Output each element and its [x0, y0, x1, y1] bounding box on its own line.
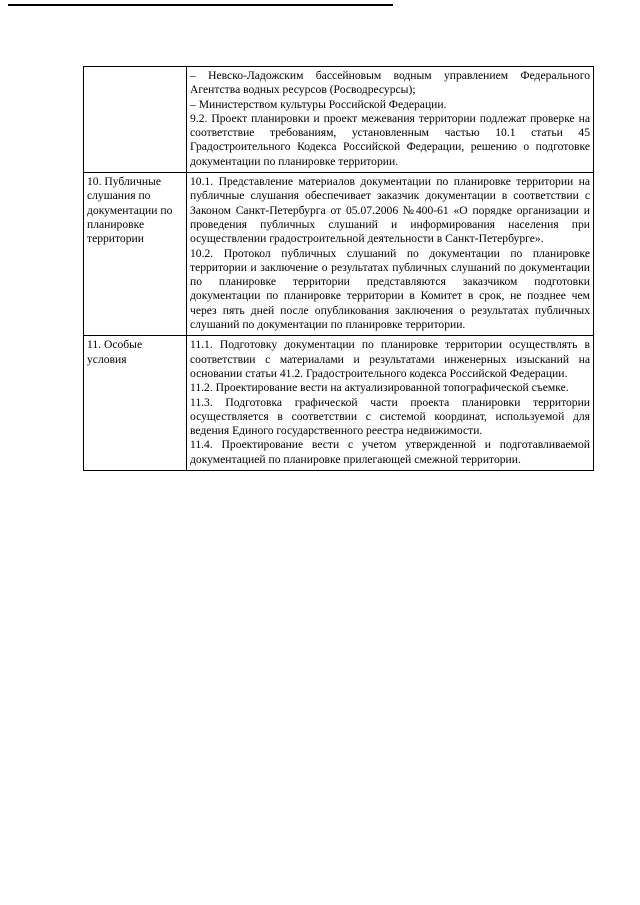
row-label: 10. Публичные слушания по документации по планировке территории: [84, 173, 187, 336]
paragraph: 11.3. Подготовка графической части проекта планировки территории осуществляется в соответствии с системой координат, используемой для ведения Единого государственного реестра недвижимости.: [190, 395, 590, 438]
paragraph: 11.4. Проектирование вести с учетом утвержденной и подготавливаемой документацией по планировке прилегающей смежной территории.: [190, 438, 590, 466]
paragraph: – Министерством культуры Российской Федерации.: [190, 97, 447, 111]
row-content: [187, 336, 594, 471]
paragraph: 11.2. Проектирование вести на актуализированной топографической съемке.: [190, 381, 569, 395]
row-label: [84, 67, 187, 173]
paragraph: 11.1. Подготовку документации по планировке территории осуществлять в соответствии с материалами и результатами инженерных изысканий на основании статьи 41.2. Градостроительного кодекса Российской Федерации.: [190, 338, 590, 380]
table-row: [84, 173, 594, 336]
row-content: [187, 67, 594, 173]
requirements-table: [83, 66, 594, 471]
paragraph: 9.2. Проект планировки и проект межевания территории подлежат проверке на соответствие требованиям, установленным частью 10.1 статьи 45 Градостроительного Кодекса Российской Федерации, решению о подготовке документации по планировке территории.: [190, 111, 590, 168]
table-row: [84, 67, 594, 173]
header-rule: [8, 4, 393, 6]
paragraph: – Невско-Ладожским бассейновым водным управлением Федерального Агентства водных ресурсов (Росводресурсы);: [190, 69, 590, 97]
row-content: [187, 173, 594, 336]
table-row: [84, 336, 594, 471]
row-label: 11. Особые условия: [84, 336, 187, 471]
paragraph: 10.2. Протокол публичных слушаний по документации по планировке территории и заключение о результатах публичных слушаний по документации по планировке территории представляются заказчиком подготовки документации по планировке территории в Комитет в срок, не позднее чем через пять дней после опубликования заключения о результатах публичных слушаний по документации по планировке территории.: [190, 246, 590, 332]
paragraph: 10.1. Представление материалов документации по планировке территории на публичные слушания обеспечивает заказчик документации в соответствии с Законом Санкт-Петербурга от 05.07.2006 №400-61 «О порядке организации и проведения публичных слушаний и информирования населения при осуществлении градостроительной деятельности в Санкт-Петербурге».: [190, 175, 590, 246]
